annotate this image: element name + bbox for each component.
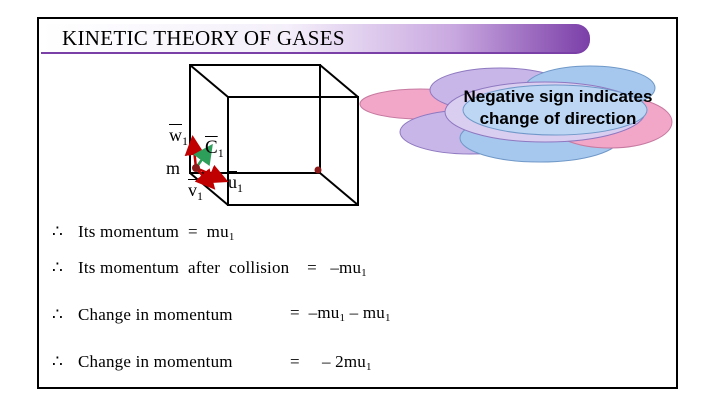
label-c1: $\overline{C}_1$ [205, 137, 224, 160]
equation-text: Change in momentum [78, 352, 233, 371]
callout-line-2: change of direction [479, 109, 637, 128]
callout-line-1: Negative sign indicates [463, 87, 653, 106]
therefore-symbol: ∴ [52, 258, 64, 277]
equation-4-rhs: = – $2mu_1$ [290, 352, 372, 373]
equation-1: ∴ Its momentum = $mu_1$ [52, 222, 235, 243]
equation-text: Its momentum after collision = –mu [78, 258, 362, 277]
cube [190, 65, 358, 205]
therefore-symbol: ∴ [52, 305, 64, 324]
label-v1: $\overline{v}_1$ [188, 180, 203, 203]
equation-3-rhs: = $-mu_1 - mu_1$ [290, 303, 391, 324]
therefore-symbol: ∴ [52, 222, 64, 241]
equation-3 [52, 305, 233, 325]
callout-text [448, 86, 668, 130]
label-u1: $\overline{u}_1$ [228, 172, 243, 195]
wall-point [315, 167, 322, 174]
equation-text: Change in momentum [78, 305, 233, 324]
w-vector [193, 140, 196, 168]
equation-4 [52, 352, 233, 372]
therefore-symbol: ∴ [52, 352, 64, 371]
equation-2: ∴ Its momentum after collision = $-mu_1$ [52, 258, 367, 279]
label-m: m [166, 158, 181, 178]
slide-title: KINETIC THEORY OF GASES [62, 26, 345, 50]
equation-text: Its momentum = mu [78, 222, 229, 241]
label-w1: $\overline{w}_1$ [169, 125, 188, 148]
